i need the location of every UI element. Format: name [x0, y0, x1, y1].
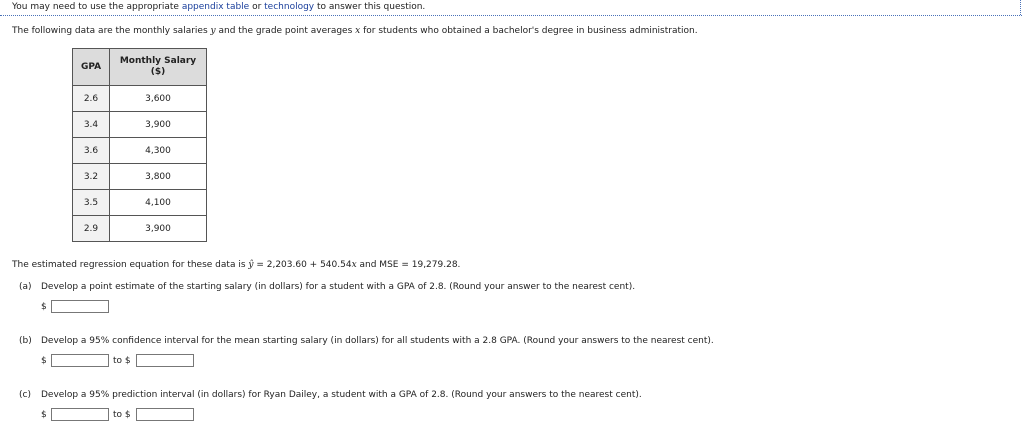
statement-part1: The following data are the monthly salaries — [12, 26, 211, 36]
table-header-row — [73, 49, 207, 86]
cell-salary: 4,100 — [110, 190, 207, 216]
intro-text-end: to answer this question. — [314, 2, 426, 12]
problem-statement — [12, 26, 698, 37]
cell-salary: 3,800 — [110, 164, 207, 190]
part-b-dollar: $ — [41, 356, 47, 366]
cell-gpa: 3.6 — [73, 138, 110, 164]
header-border — [0, 15, 1022, 16]
part-c-label: (c) — [19, 390, 31, 400]
table-row — [73, 138, 207, 164]
y-hat: ŷ — [248, 260, 254, 270]
part-b-label: (b) — [19, 336, 32, 346]
part-c-to-label: to $ — [113, 410, 131, 420]
cell-gpa: 3.5 — [73, 190, 110, 216]
table-row — [73, 190, 207, 216]
regression-var-x: x — [351, 260, 357, 270]
technology-link[interactable]: technology — [264, 2, 315, 12]
part-a-answer-input[interactable] — [51, 300, 109, 313]
cell-salary: 4,300 — [110, 138, 207, 164]
intro-text-mid: or — [249, 2, 265, 12]
part-c-dollar: $ — [41, 410, 47, 420]
cell-gpa: 2.9 — [73, 216, 110, 242]
header-salary-unit: ($) — [150, 67, 166, 77]
part-b-upper-input[interactable] — [136, 354, 194, 367]
part-a-dollar: $ — [41, 302, 47, 312]
regression-equation-text: = 2,203.60 + 540.54 — [253, 260, 352, 270]
cell-salary: 3,900 — [110, 216, 207, 242]
data-table — [72, 48, 207, 242]
cell-gpa: 3.4 — [73, 112, 110, 138]
part-a-label: (a) — [19, 282, 32, 292]
header-salary — [110, 49, 207, 86]
var-x: x — [355, 26, 361, 36]
header-border-right — [1020, 0, 1021, 15]
statement-part3: for students who obtained a bachelor's degree in business administration. — [360, 26, 698, 36]
cell-gpa: 2.6 — [73, 86, 110, 112]
intro-text — [12, 2, 425, 13]
table-row — [73, 112, 207, 138]
part-c-lower-input[interactable] — [51, 408, 109, 421]
part-b-lower-input[interactable] — [51, 354, 109, 367]
part-b-question: Develop a 95% confidence interval for the mean starting salary (in dollars) for all students with a 2.8 GPA. (Round your answers to the nearest cent). — [41, 336, 714, 346]
regression-text-start: The estimated regression equation for these data is — [12, 260, 249, 270]
var-y: y — [210, 26, 216, 36]
part-c-upper-input[interactable] — [136, 408, 194, 421]
appendix-table-link[interactable]: appendix table — [181, 2, 250, 12]
table-row — [73, 164, 207, 190]
part-b-to-label: to $ — [113, 356, 131, 366]
part-a-question: Develop a point estimate of the starting salary (in dollars) for a student with a GPA of 2.8. (Round your answer to the nearest cent). — [41, 282, 636, 292]
intro-text-start: You may need to use the appropriate — [12, 2, 182, 12]
cell-salary: 3,600 — [110, 86, 207, 112]
statement-part2: and the grade point averages — [215, 26, 356, 36]
header-gpa: GPA — [73, 49, 110, 86]
part-c-question: Develop a 95% prediction interval (in dollars) for Ryan Dailey, a student with a GPA of 2.8. (Round your answers to the nearest cent). — [41, 390, 642, 400]
table-row — [73, 216, 207, 242]
regression-text-end: and MSE = 19,279.28. — [356, 260, 461, 270]
header-salary-label: Monthly Salary — [119, 56, 197, 66]
cell-gpa: 3.2 — [73, 164, 110, 190]
regression-equation — [12, 260, 460, 271]
cell-salary: 3,900 — [110, 112, 207, 138]
table-row — [73, 86, 207, 112]
